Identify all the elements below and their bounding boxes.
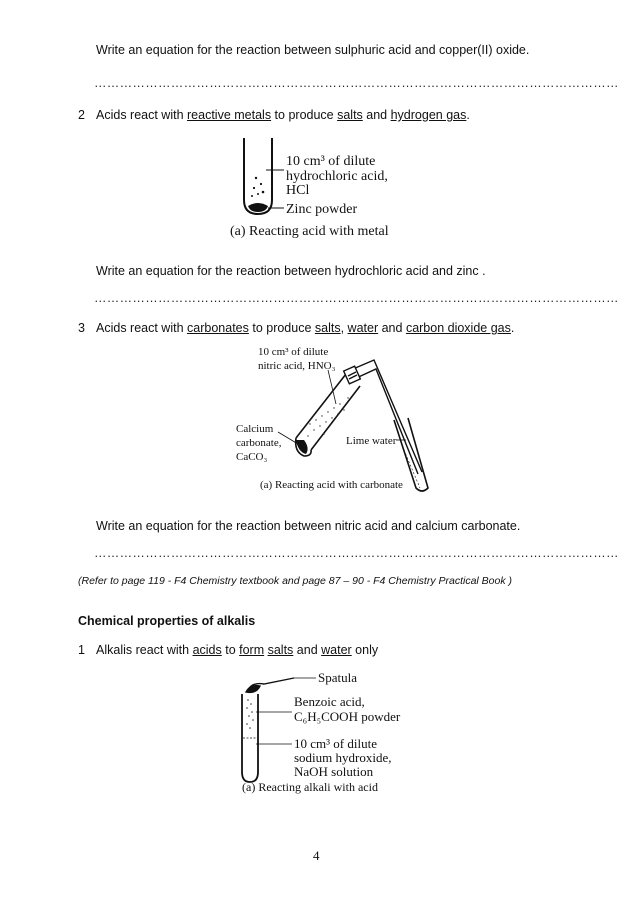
- figure-caption: (a) Reacting acid with metal: [230, 224, 389, 239]
- leader-lines: [266, 170, 284, 208]
- keyword-form: form: [239, 643, 265, 657]
- label-nitric-line2: nitric acid, HNO₃: [258, 360, 336, 372]
- keyword-water: water: [347, 321, 379, 335]
- item-acids-carbonates: Acids react with carbonates to produce salts, water and carbon dioxide gas.: [96, 321, 515, 335]
- item-number: 2: [78, 108, 85, 122]
- label-acid-line3: HCl: [286, 183, 310, 198]
- item-number: 3: [78, 321, 85, 335]
- test-tube-illustration: [244, 138, 272, 214]
- figure-alkali-acid: [234, 664, 434, 796]
- label-lime-water: Lime water: [346, 435, 397, 447]
- label-acid-line1: 10 cm³ of dilute: [286, 154, 376, 169]
- label-benzoic-line2: C₆H₅COOH powder: [294, 709, 401, 724]
- keyword-carbonates: carbonates: [187, 321, 249, 335]
- label-nitric-line1: 10 cm³ of dilute: [258, 346, 329, 358]
- label-spatula: Spatula: [318, 670, 357, 685]
- item-alkalis-acids: Alkalis react with acids to form salts and water only: [96, 643, 379, 657]
- question-zinc: Write an equation for the reaction between hydrochloric acid and zinc .: [96, 264, 486, 278]
- answer-line[interactable]: ……………………………………………………………………………………………………………: [94, 546, 619, 560]
- figure-caption: (a) Reacting alkali with acid: [242, 780, 378, 794]
- acid-dots: [296, 397, 349, 454]
- powder-illustration: [246, 699, 254, 729]
- item-acids-metals: Acids react with reactive metals to produce salts and hydrogen gas.: [96, 108, 470, 122]
- label-calcium-line1: Calcium: [236, 423, 274, 435]
- keyword-hydrogen-gas: hydrogen gas: [390, 108, 467, 122]
- acid-solution-illustration: [248, 177, 268, 212]
- keyword-water: water: [321, 643, 352, 657]
- item-number: 1: [78, 643, 85, 657]
- figure-acid-metal: [230, 130, 430, 242]
- keyword-carbon-dioxide-gas: carbon dioxide gas: [405, 321, 511, 335]
- label-calcium-line3: CaCO₃: [236, 451, 268, 463]
- label-naoh-line1: 10 cm³ of dilute: [294, 736, 377, 751]
- keyword-salts: salts: [267, 643, 294, 657]
- leader-lines: [256, 712, 292, 744]
- keyword-salts: salts: [337, 108, 363, 122]
- section-heading: Chemical properties of alkalis: [78, 614, 256, 628]
- label-benzoic-line1: Benzoic acid,: [294, 694, 365, 709]
- figure-caption: (a) Reacting acid with carbonate: [260, 479, 403, 491]
- figure-acid-carbonate: [236, 340, 446, 495]
- keyword-acids: acids: [192, 643, 222, 657]
- label-acid-line2: hydrochloric acid,: [286, 169, 388, 184]
- spatula-illustration: [246, 678, 316, 692]
- delivery-tube-illustration: [344, 360, 422, 474]
- reference-note: (Refer to page 119 - F4 Chemistry textbook and page 87 – 90 - F4 Chemistry Practical Book ): [78, 575, 513, 587]
- label-calcium-line2: carbonate,: [236, 437, 282, 449]
- page-number: 4: [313, 848, 320, 863]
- label-naoh-line2: sodium hydroxide,: [294, 750, 392, 765]
- answer-line[interactable]: ……………………………………………………………………………………………………………: [94, 291, 619, 305]
- keyword-salts: salts: [314, 321, 341, 335]
- answer-line[interactable]: ……………………………………………………………………………………………………………: [94, 76, 619, 90]
- label-naoh-line3: NaOH solution: [294, 764, 374, 779]
- label-zinc: Zinc powder: [286, 202, 358, 217]
- keyword-reactive-metals: reactive metals: [187, 108, 272, 122]
- question-nitric-acid: Write an equation for the reaction between nitric acid and calcium carbonate.: [96, 519, 521, 533]
- leader-line: [328, 370, 336, 404]
- question-sulphuric-acid: Write an equation for the reaction between sulphuric acid and copper(II) oxide.: [96, 43, 530, 57]
